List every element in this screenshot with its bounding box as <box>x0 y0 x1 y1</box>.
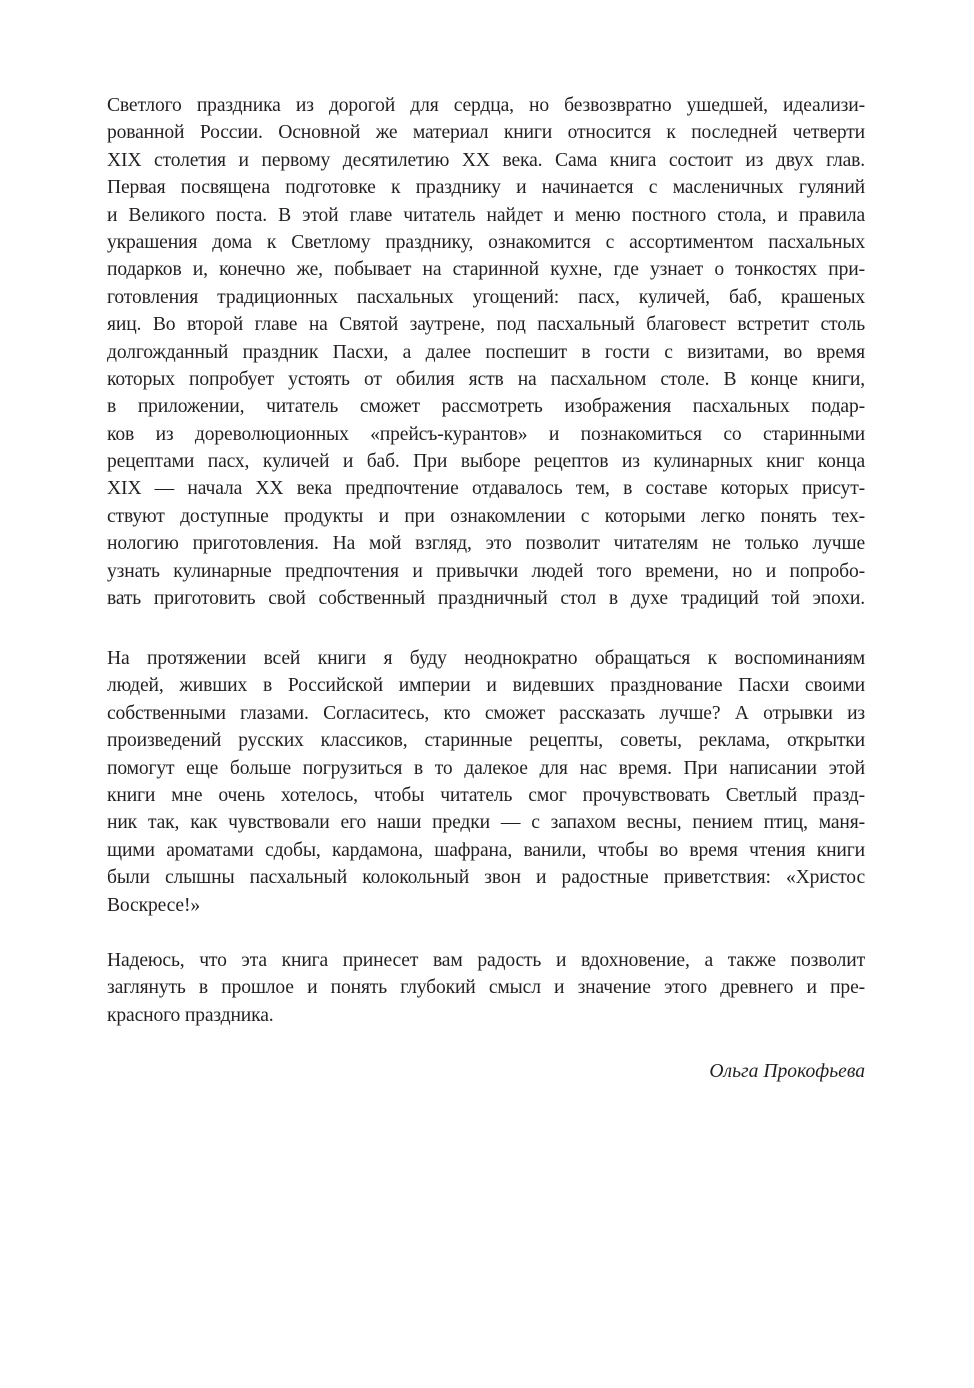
text-line: яиц. Во второй главе на Святой заутрене, под пасхальный благовест встретит столь <box>107 314 865 336</box>
text-line: На протяжении всей книги я буду неоднократно обращаться к воспоминаниям <box>107 648 865 669</box>
text-line: вать приготовить свой собственный праздничный стол в духе традиций той эпохи. <box>107 588 865 610</box>
text-line: были слышны пасхальный колокольный звон и радостные приветствия: «Христос <box>107 867 865 889</box>
text-line: XIX — начала XX века предпочтение отдавалось тем, в составе которых присут- <box>107 478 865 500</box>
text-line: подарков и, конечно же, побывает на старинной кухне, где узнает о тонкостях при- <box>107 259 865 281</box>
text-line: Первая посвящена подготовке к празднику и начинается с масленичных гуляний <box>107 177 865 199</box>
text-line: людей, живших в Российской империи и видевших празднование Пасхи своими <box>107 675 865 697</box>
text-line: Воскресе!» <box>107 894 201 916</box>
paragraph-memories <box>107 645 865 919</box>
text-line: ствуют доступные продукты и при ознакомлении с которыми легко понять тех- <box>107 505 865 527</box>
text-line: собственными глазами. Согласитесь, кто сможет рассказать лучше? А отрывки из <box>107 702 865 724</box>
text-line: рецептами пасх, куличей и баб. При выборе рецептов из кулинарных книг конца <box>107 451 865 473</box>
text-line: в приложении, читатель сможет рассмотреть изображения пасхальных подар- <box>107 396 865 418</box>
text-line: заглянуть в прошлое и понять глубокий смысл и значение этого древнего и пре- <box>107 977 865 999</box>
text-line: XIX столетия и первому десятилетию XX века. Сама книга состоит из двух глав. <box>107 149 865 171</box>
text-line: рованной России. Основной же материал книги относится к последней четверти <box>107 122 865 144</box>
text-line: произведений русских классиков, старинные рецепты, советы, реклама, открытки <box>107 730 865 752</box>
text-line: нологию приготовления. На мой взгляд, это позволит читателям не только лучше <box>107 533 865 555</box>
text-line: ков из дореволюционных «прейсъ-курантов» и познакомиться со старинными <box>107 423 865 445</box>
text-line: Светлого праздника из дорогой для сердца, но безвозвратно ушедшей, идеализи- <box>107 95 865 116</box>
text-line: Надеюсь, что эта книга принесет вам радость и вдохновение, а также позволит <box>107 950 865 971</box>
text-line: ник так, как чувствовали его наши предки — с запахом весны, пением птиц, маня- <box>107 812 865 834</box>
text-line: помогут еще больше погрузиться в то далекое для нас время. При написании этой <box>107 757 865 779</box>
text-line: узнать кулинарные предпочтения и привычки людей того времени, но и попробо- <box>107 560 865 582</box>
text-line: которых попробует устоять от обилия яств на пасхальном столе. В конце книги, <box>107 368 865 390</box>
text-line: и Великого поста. В этой главе читатель найдет и меню постного стола, и правила <box>107 204 865 226</box>
text-line: украшения дома к Светлому празднику, ознакомится с ассортиментом пасхальных <box>107 231 865 253</box>
text-line: красного праздника. <box>107 1004 274 1026</box>
text-line: готовления традиционных пасхальных угощений: пасх, куличей, баб, крашеных <box>107 286 865 308</box>
text-line: долгожданный праздник Пасхи, а далее поспешит в гости с визитами, во время <box>107 341 865 363</box>
paragraph-closing <box>107 947 865 1029</box>
text-line: книги мне очень хотелось, чтобы читатель смог прочувствовать Светлый празд- <box>107 784 865 806</box>
text-line: щими ароматами сдобы, кардамона, шафрана, ванили, чтобы во время чтения книги <box>107 839 865 861</box>
author-signature: Ольга Прокофьева <box>709 1061 865 1082</box>
paragraph-introduction <box>107 92 865 612</box>
